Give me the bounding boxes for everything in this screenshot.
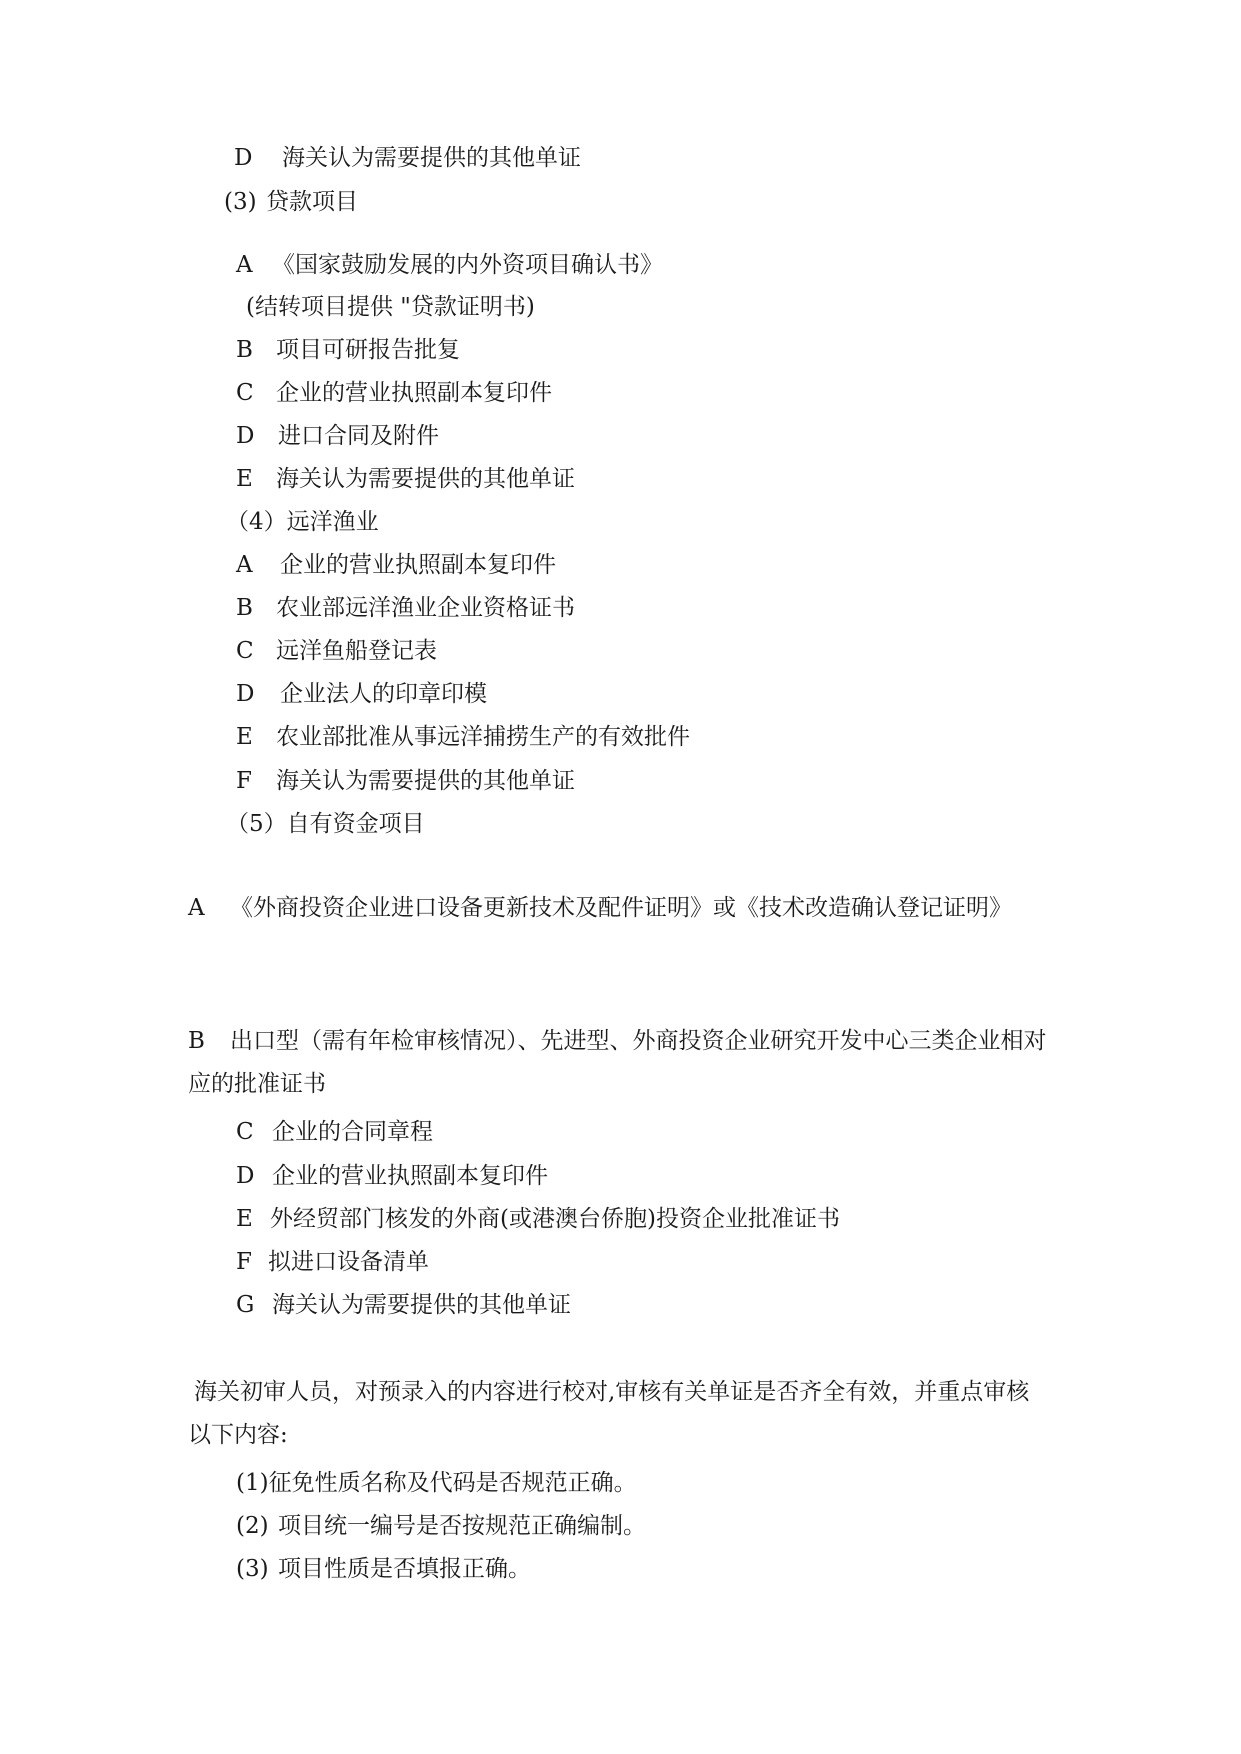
item-label: C: [236, 1119, 254, 1145]
item-label: (3): [224, 189, 257, 215]
item-label: D: [236, 1163, 255, 1189]
item-label: (3): [236, 1556, 269, 1582]
list-item: [236, 335, 460, 365]
review-paragraph: 海关初审人员，对预录入的内容进行校对,审核有关单证是否齐全有效，并重点审核以下内容:: [188, 1379, 1030, 1448]
list-item: [236, 593, 575, 623]
item-label: E: [236, 1206, 253, 1232]
item-label: A: [188, 895, 205, 921]
item-text: 远洋渔业: [286, 509, 379, 535]
item-label: （4）: [226, 509, 287, 535]
item-label: B: [188, 1028, 205, 1054]
list-item: [236, 679, 487, 709]
item-text: 自有资金项目: [286, 811, 425, 837]
item-label: (2): [236, 1513, 269, 1539]
item-text: 企业的营业执照副本复印件: [280, 552, 556, 578]
list-item: [234, 143, 581, 173]
list-item: [236, 636, 437, 666]
item-label: B: [236, 595, 253, 621]
list-item: [236, 1247, 429, 1277]
list-item-wrapped: [188, 1020, 1048, 1106]
item-text: 海关认为需要提供的其他单证: [282, 145, 581, 171]
item-text: 贷款项目: [266, 189, 358, 215]
item-label: E: [236, 466, 253, 492]
review-item: [236, 1468, 637, 1498]
item-text: (结转项目提供 "贷款证明书): [246, 294, 535, 320]
list-item: [236, 250, 663, 280]
section-heading: [226, 809, 425, 839]
item-text: 企业法人的印章印模: [280, 681, 487, 707]
list-item: [236, 421, 439, 451]
list-item: [236, 464, 575, 494]
item-label: D: [236, 681, 255, 707]
item-label: B: [236, 337, 253, 363]
item-label: D: [236, 423, 255, 449]
item-label: （5）: [226, 811, 287, 837]
item-text: 农业部批准从事远洋捕捞生产的有效批件: [276, 724, 690, 750]
item-label: A: [236, 552, 253, 578]
list-item-note: [246, 292, 535, 322]
item-text: 项目性质是否填报正确。: [278, 1556, 531, 1582]
list-item: [236, 550, 556, 580]
item-text: 征免性质名称及代码是否规范正确。: [268, 1470, 637, 1496]
list-item: [236, 722, 690, 752]
item-text: 项目可研报告批复: [276, 337, 460, 363]
item-label: A: [236, 252, 253, 278]
item-text: 农业部远洋渔业企业资格证书: [276, 595, 575, 621]
item-label: G: [236, 1292, 255, 1318]
list-item: [236, 1117, 433, 1147]
item-text: 海关认为需要提供的其他单证: [272, 1292, 571, 1318]
item-label: D: [234, 145, 253, 171]
item-text: 海关认为需要提供的其他单证: [276, 466, 575, 492]
list-item: [236, 766, 575, 796]
review-item: [236, 1554, 531, 1584]
item-text: 海关认为需要提供的其他单证: [276, 768, 575, 794]
item-label: F: [236, 768, 252, 794]
item-label: (1): [236, 1470, 269, 1496]
item-label: C: [236, 380, 254, 406]
item-text: 《外商投资企业进口设备更新技术及配件证明》或《技术改造确认登记证明》: [230, 895, 1012, 921]
item-label: F: [236, 1249, 252, 1275]
section-heading: [224, 187, 358, 217]
item-text: 外经贸部门核发的外商(或港澳台侨胞)投资企业批准证书: [270, 1206, 840, 1232]
item-text: 出口型（需有年检审核情况）、先进型、外商投资企业研究开发中心三类企业相对应的批准证书: [188, 1028, 1047, 1097]
list-item: [236, 1204, 840, 1234]
list-item-wrapped: [188, 887, 1048, 930]
item-text: 《国家鼓励发展的内外资项目确认书》: [272, 252, 663, 278]
item-text: 企业的营业执照副本复印件: [276, 380, 552, 406]
list-item: [236, 378, 552, 408]
section-heading: [226, 507, 379, 537]
item-text: 企业的合同章程: [272, 1119, 433, 1145]
item-label: C: [236, 638, 254, 664]
list-item: [236, 1161, 548, 1191]
item-text: 项目统一编号是否按规范正确编制。: [278, 1513, 646, 1539]
item-label: E: [236, 724, 253, 750]
list-item: [236, 1290, 571, 1320]
review-item: [236, 1511, 646, 1541]
item-text: 进口合同及附件: [278, 423, 439, 449]
item-text: 企业的营业执照副本复印件: [272, 1163, 548, 1189]
item-text: 远洋鱼船登记表: [276, 638, 437, 664]
item-text: 拟进口设备清单: [268, 1249, 429, 1275]
